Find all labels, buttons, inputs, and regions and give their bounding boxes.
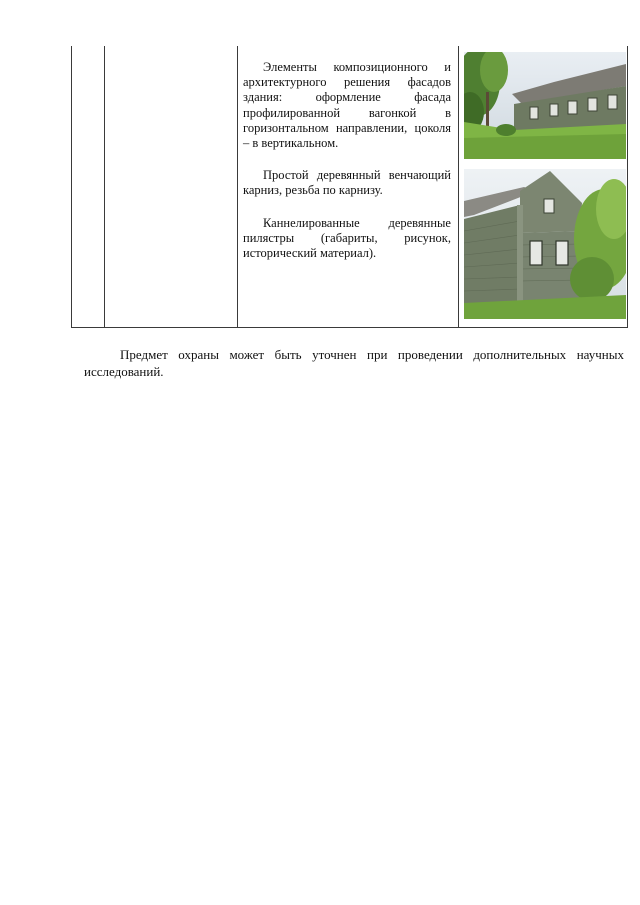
paragraph-facade-elements: Элементы композиционного и архитектурного решения фасадов здания: оформление фасада профилированной вагонкой в горизонтальном направлении, цоколя – в вертикальном. (243, 60, 451, 151)
house-photo-corner-gable (464, 169, 626, 319)
table-border-bottom (71, 327, 628, 328)
paragraph-pilasters: Каннелированные деревянные пилястры (габариты, рисунок, исторический материал). (243, 215, 451, 261)
protection-note: Предмет охраны может быть уточнен при проведении дополнительных научных исследований. (84, 347, 624, 379)
protection-table (71, 46, 628, 328)
paragraph-cornice: Простой деревянный венчающий карниз, резьба по карнизу. (243, 168, 451, 198)
table-border-left (71, 46, 72, 328)
table-column-divider (237, 46, 238, 328)
table-column-divider (458, 46, 459, 328)
table-border-right (627, 46, 628, 328)
table-column-divider (104, 46, 105, 328)
protection-description-cell (243, 60, 451, 278)
house-photo-facade-side (464, 52, 626, 159)
